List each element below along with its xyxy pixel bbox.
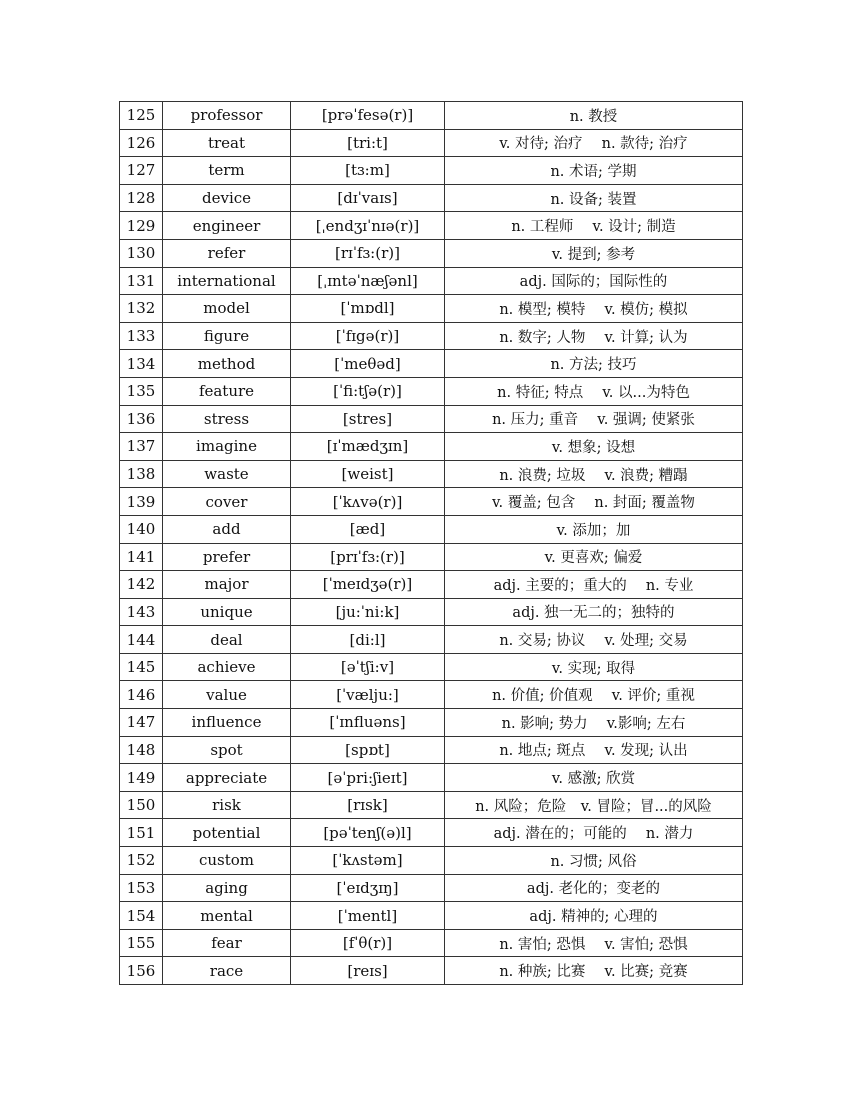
entry-definition: v. 实现; 取得 [445,653,743,681]
table-row [120,543,743,571]
entry-definition: n. 教授 [445,102,743,130]
entry-word: deal [163,626,291,654]
entry-phonetic: [ˈmeθəd] [291,350,445,378]
entry-word: appreciate [163,764,291,792]
table-row [120,819,743,847]
entry-phonetic: [ju:ˈni:k] [291,598,445,626]
entry-word: imagine [163,433,291,461]
table-row [120,267,743,295]
entry-definition: n. 害怕; 恐惧 v. 害怕; 恐惧 [445,929,743,957]
table-row [120,184,743,212]
entry-number: 144 [120,626,163,654]
table-row [120,874,743,902]
entry-word: professor [163,102,291,130]
entry-word: figure [163,322,291,350]
entry-phonetic: [rɪˈfɜ:(r)] [291,239,445,267]
entry-definition: v. 想象; 设想 [445,433,743,461]
entry-number: 145 [120,653,163,681]
entry-definition: n. 种族; 比赛 v. 比赛; 竞赛 [445,957,743,985]
entry-phonetic: [ˈmeɪdʒə(r)] [291,571,445,599]
entry-number: 133 [120,322,163,350]
entry-phonetic: [ˈvælju:] [291,681,445,709]
entry-phonetic: [əˈtʃi:v] [291,653,445,681]
entry-definition: v. 添加；加 [445,515,743,543]
entry-number: 142 [120,571,163,599]
entry-word: unique [163,598,291,626]
table-row [120,902,743,930]
entry-definition: v. 对待; 治疗 n. 款待; 治疗 [445,129,743,157]
entry-word: major [163,571,291,599]
entry-phonetic: [ˈkʌvə(r)] [291,488,445,516]
table-row [120,102,743,130]
entry-phonetic: [pəˈtenʃ(ə)l] [291,819,445,847]
entry-number: 129 [120,212,163,240]
entry-word: cover [163,488,291,516]
vocabulary-table-body [120,102,743,985]
entry-definition: n. 数字; 人物 v. 计算; 认为 [445,322,743,350]
entry-number: 139 [120,488,163,516]
entry-definition: n. 风险；危险 v. 冒险；冒...的风险 [445,791,743,819]
entry-number: 154 [120,902,163,930]
entry-phonetic: [ˈfɪgə(r)] [291,322,445,350]
entry-number: 141 [120,543,163,571]
table-row [120,764,743,792]
entry-word: waste [163,460,291,488]
entry-word: treat [163,129,291,157]
entry-definition: v. 覆盖; 包含 n. 封面; 覆盖物 [445,488,743,516]
entry-phonetic: [weist] [291,460,445,488]
table-row [120,515,743,543]
entry-phonetic: [spɒt] [291,736,445,764]
entry-word: mental [163,902,291,930]
entry-word: influence [163,709,291,737]
entry-phonetic: [əˈpri:ʃieɪt] [291,764,445,792]
entry-number: 148 [120,736,163,764]
entry-phonetic: [ˈmentl] [291,902,445,930]
entry-number: 128 [120,184,163,212]
entry-word: model [163,295,291,323]
entry-phonetic: [tri:t] [291,129,445,157]
entry-number: 136 [120,405,163,433]
entry-number: 152 [120,847,163,875]
table-row [120,433,743,461]
entry-phonetic: [dɪˈvaɪs] [291,184,445,212]
table-row [120,736,743,764]
entry-definition: n. 方法; 技巧 [445,350,743,378]
entry-word: prefer [163,543,291,571]
entry-number: 151 [120,819,163,847]
entry-definition: adj. 精神的; 心理的 [445,902,743,930]
entry-number: 138 [120,460,163,488]
table-row [120,129,743,157]
table-row [120,212,743,240]
table-row [120,460,743,488]
entry-definition: n. 地点; 斑点 v. 发现; 认出 [445,736,743,764]
entry-phonetic: [ˌendʒɪˈnɪə(r)] [291,212,445,240]
entry-definition: n. 设备; 装置 [445,184,743,212]
table-row [120,653,743,681]
entry-number: 132 [120,295,163,323]
vocabulary-table [119,101,743,985]
entry-number: 131 [120,267,163,295]
table-row [120,626,743,654]
entry-word: aging [163,874,291,902]
entry-phonetic: [ˌɪntəˈnæʃənl] [291,267,445,295]
entry-word: value [163,681,291,709]
entry-phonetic: [ɪˈmædʒɪn] [291,433,445,461]
entry-word: feature [163,377,291,405]
entry-definition: v. 更喜欢; 偏爱 [445,543,743,571]
entry-definition: adj. 国际的；国际性的 [445,267,743,295]
entry-definition: adj. 潜在的；可能的 n. 潜力 [445,819,743,847]
table-row [120,350,743,378]
entry-word: engineer [163,212,291,240]
entry-definition: n. 术语; 学期 [445,157,743,185]
entry-number: 143 [120,598,163,626]
entry-word: race [163,957,291,985]
entry-phonetic: [rɪsk] [291,791,445,819]
entry-word: stress [163,405,291,433]
entry-definition: n. 工程师 v. 设计; 制造 [445,212,743,240]
entry-number: 140 [120,515,163,543]
entry-word: add [163,515,291,543]
entry-phonetic: [ˈfi:tʃə(r)] [291,377,445,405]
entry-phonetic: [stres] [291,405,445,433]
entry-word: risk [163,791,291,819]
entry-definition: n. 习惯; 风俗 [445,847,743,875]
entry-phonetic: [prɪˈfɜ:(r)] [291,543,445,571]
entry-definition: n. 浪费; 垃圾 v. 浪费; 糟蹋 [445,460,743,488]
entry-number: 126 [120,129,163,157]
entry-number: 127 [120,157,163,185]
entry-number: 155 [120,929,163,957]
entry-phonetic: [tɜ:m] [291,157,445,185]
entry-definition: adj. 主要的；重大的 n. 专业 [445,571,743,599]
entry-number: 153 [120,874,163,902]
entry-definition: n. 价值; 价值观 v. 评价; 重视 [445,681,743,709]
table-row [120,598,743,626]
entry-definition: n. 模型; 模特 v. 模仿; 模拟 [445,295,743,323]
entry-definition: n. 压力; 重音 v. 强调; 使紧张 [445,405,743,433]
table-row [120,322,743,350]
entry-word: international [163,267,291,295]
entry-phonetic: [ˈeɪdʒɪŋ] [291,874,445,902]
entry-phonetic: [ˈkʌstəm] [291,847,445,875]
entry-definition: adj. 独一无二的；独特的 [445,598,743,626]
entry-phonetic: [reɪs] [291,957,445,985]
table-row [120,929,743,957]
entry-definition: n. 交易; 协议 v. 处理; 交易 [445,626,743,654]
table-row [120,405,743,433]
entry-phonetic: [æd] [291,515,445,543]
table-row [120,681,743,709]
entry-word: achieve [163,653,291,681]
entry-word: device [163,184,291,212]
entry-definition: n. 影响; 势力 v.影响; 左右 [445,709,743,737]
table-row [120,377,743,405]
entry-phonetic: [di:l] [291,626,445,654]
entry-number: 147 [120,709,163,737]
entry-number: 135 [120,377,163,405]
entry-word: method [163,350,291,378]
entry-phonetic: [ˈɪnfluəns] [291,709,445,737]
entry-number: 137 [120,433,163,461]
entry-word: custom [163,847,291,875]
table-row [120,957,743,985]
entry-definition: n. 特征; 特点 v. 以...为特色 [445,377,743,405]
entry-phonetic: [ˈmɒdl] [291,295,445,323]
entry-number: 130 [120,239,163,267]
table-row [120,295,743,323]
entry-word: term [163,157,291,185]
entry-definition: v. 提到; 参考 [445,239,743,267]
entry-number: 134 [120,350,163,378]
table-row [120,847,743,875]
table-row [120,239,743,267]
table-row [120,791,743,819]
entry-word: spot [163,736,291,764]
entry-definition: v. 感激; 欣赏 [445,764,743,792]
entry-phonetic: [fˈθ(r)] [291,929,445,957]
entry-word: potential [163,819,291,847]
entry-number: 149 [120,764,163,792]
table-row [120,571,743,599]
entry-number: 146 [120,681,163,709]
entry-number: 156 [120,957,163,985]
table-row [120,157,743,185]
table-row [120,709,743,737]
entry-number: 125 [120,102,163,130]
entry-word: fear [163,929,291,957]
entry-number: 150 [120,791,163,819]
entry-phonetic: [prəˈfesə(r)] [291,102,445,130]
entry-definition: adj. 老化的；变老的 [445,874,743,902]
table-row [120,488,743,516]
entry-word: refer [163,239,291,267]
